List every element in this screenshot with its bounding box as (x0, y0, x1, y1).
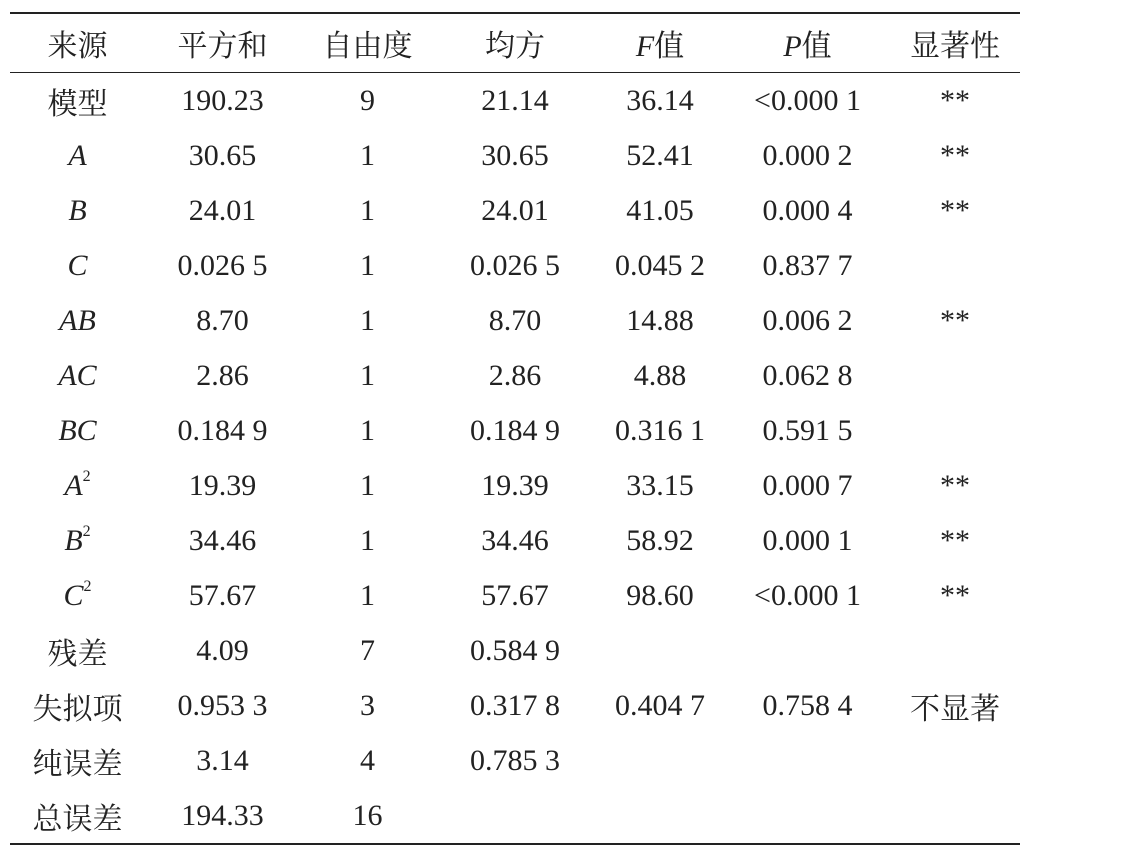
cell-f-value (595, 788, 725, 844)
source-superscript: 2 (82, 522, 91, 540)
table-row (10, 293, 1020, 348)
cell-sum-of-squares: 0.026 5 (177, 248, 268, 282)
cell-significance: ** (940, 83, 970, 117)
cell-p-value: 0.000 1 (762, 523, 853, 557)
cell-mean-square (435, 788, 595, 844)
header-row (10, 13, 1020, 73)
table-header (10, 13, 1020, 73)
cell-degrees-of-freedom: 9 (360, 83, 375, 117)
cell-p-value: 0.006 2 (762, 303, 853, 337)
table-row (10, 568, 1020, 623)
cell-degrees-of-freedom: 1 (360, 138, 375, 172)
table-row (10, 403, 1020, 458)
cell-p-value (725, 733, 890, 788)
cell-sum-of-squares: 4.09 (196, 633, 249, 667)
header-mean-square (435, 13, 595, 73)
cell-source (10, 623, 145, 678)
cell-mean-square: 0.785 3 (470, 743, 560, 777)
cell-source (10, 513, 145, 568)
cell-p-value (725, 788, 890, 844)
source-label: 模型 (47, 87, 108, 121)
cell-f-value: 58.92 (626, 523, 694, 557)
cell-source (10, 788, 145, 844)
table-row (10, 733, 1020, 788)
cell-significance (890, 348, 1020, 403)
cell-p-value: 0.000 4 (762, 193, 853, 227)
cell-degrees-of-freedom: 7 (360, 633, 375, 667)
cell-mean-square: 0.317 8 (470, 688, 560, 722)
cell-source (10, 403, 145, 458)
cell-sum-of-squares: 34.46 (188, 523, 257, 557)
cell-source (10, 458, 145, 513)
source-label: C (67, 248, 88, 282)
cell-sum-of-squares: 190.23 (181, 83, 264, 117)
cell-mean-square: 0.184 9 (470, 413, 560, 447)
cell-p-value: <0.000 1 (754, 578, 861, 612)
table-row (10, 128, 1020, 183)
cell-p-value: 0.758 4 (762, 688, 853, 722)
cell-f-value: 52.41 (626, 138, 694, 172)
source-superscript: 2 (82, 467, 91, 485)
cell-sum-of-squares: 194.33 (181, 798, 264, 832)
cell-significance: 不显著 (910, 692, 1000, 726)
cell-degrees-of-freedom: 1 (360, 248, 375, 282)
table-row (10, 183, 1020, 238)
cell-mean-square: 0.026 5 (470, 248, 560, 282)
cell-f-value: 41.05 (626, 193, 694, 227)
cell-sum-of-squares: 2.86 (196, 358, 249, 392)
header-sum-of-squares (145, 13, 300, 73)
cell-significance: ** (940, 303, 970, 337)
source-label: 总误差 (32, 802, 123, 836)
source-label: C (63, 578, 84, 612)
cell-mean-square: 2.86 (488, 358, 542, 392)
cell-f-value: 98.60 (626, 578, 694, 612)
anova-table (10, 12, 1020, 845)
anova-table-container (10, 12, 1020, 845)
cell-degrees-of-freedom: 1 (360, 358, 375, 392)
cell-mean-square: 24.01 (481, 193, 549, 227)
cell-mean-square: 57.67 (481, 578, 549, 612)
source-label: 失拟项 (32, 692, 123, 726)
cell-significance (890, 788, 1020, 844)
header-label: 均方 (485, 30, 545, 63)
header-suffix: 值 (801, 30, 832, 63)
cell-degrees-of-freedom: 1 (360, 578, 375, 612)
source-label: 纯误差 (32, 747, 123, 781)
header-label: 自由度 (322, 30, 413, 63)
header-degrees-of-freedom (300, 13, 435, 73)
header-f-value (595, 13, 725, 73)
cell-degrees-of-freedom: 16 (352, 798, 383, 832)
cell-significance (890, 733, 1020, 788)
cell-degrees-of-freedom: 1 (360, 193, 375, 227)
cell-significance: ** (940, 193, 970, 227)
cell-f-value: 14.88 (626, 303, 694, 337)
cell-f-value: 4.88 (633, 358, 687, 392)
cell-f-value: 0.045 2 (615, 248, 705, 282)
source-label: A (68, 138, 87, 172)
cell-mean-square: 30.65 (481, 138, 549, 172)
table-row (10, 73, 1020, 129)
source-label: A (64, 468, 83, 502)
cell-significance (890, 403, 1020, 458)
cell-mean-square: 34.46 (481, 523, 549, 557)
header-significance (890, 13, 1020, 73)
cell-source (10, 348, 145, 403)
cell-p-value: 0.000 7 (762, 468, 853, 502)
header-symbol: F (635, 30, 655, 63)
cell-f-value (595, 623, 725, 678)
table-row (10, 678, 1020, 733)
cell-source (10, 73, 145, 129)
source-superscript: 2 (83, 577, 92, 595)
cell-f-value: 36.14 (626, 83, 694, 117)
cell-sum-of-squares: 24.01 (188, 193, 257, 227)
header-label: 平方和 (177, 30, 268, 63)
cell-sum-of-squares: 3.14 (196, 743, 249, 777)
cell-source (10, 183, 145, 238)
cell-sum-of-squares: 8.70 (196, 303, 249, 337)
cell-mean-square: 21.14 (481, 83, 549, 117)
source-label: AC (58, 358, 97, 392)
cell-source (10, 293, 145, 348)
cell-source (10, 238, 145, 293)
cell-f-value: 0.404 7 (615, 688, 705, 722)
table-row (10, 788, 1020, 844)
cell-significance: ** (940, 468, 970, 502)
cell-degrees-of-freedom: 3 (360, 688, 375, 722)
source-label: BC (58, 413, 97, 447)
cell-mean-square: 8.70 (488, 303, 542, 337)
table-row (10, 458, 1020, 513)
cell-significance (890, 623, 1020, 678)
cell-p-value: 0.837 7 (762, 248, 853, 282)
cell-f-value: 33.15 (626, 468, 694, 502)
cell-source (10, 733, 145, 788)
header-suffix: 值 (654, 30, 685, 63)
cell-degrees-of-freedom: 1 (360, 413, 375, 447)
cell-p-value: <0.000 1 (754, 83, 861, 117)
cell-p-value: 0.062 8 (762, 358, 853, 392)
cell-source (10, 128, 145, 183)
cell-f-value: 0.316 1 (615, 413, 705, 447)
cell-mean-square: 0.584 9 (470, 633, 560, 667)
cell-source (10, 678, 145, 733)
cell-sum-of-squares: 19.39 (188, 468, 257, 502)
cell-degrees-of-freedom: 1 (360, 303, 375, 337)
header-symbol: P (783, 30, 802, 63)
source-label: 残差 (47, 637, 108, 671)
source-label: B (64, 523, 83, 557)
source-label: B (68, 193, 87, 227)
cell-sum-of-squares: 0.953 3 (177, 688, 268, 722)
cell-significance: ** (940, 138, 970, 172)
table-row (10, 238, 1020, 293)
header-label: 来源 (47, 30, 108, 63)
source-label: AB (59, 303, 96, 337)
cell-degrees-of-freedom: 4 (360, 743, 375, 777)
cell-significance (890, 238, 1020, 293)
cell-degrees-of-freedom: 1 (360, 523, 375, 557)
cell-source (10, 568, 145, 623)
cell-f-value (595, 733, 725, 788)
header-label: 显著性 (910, 30, 1000, 63)
table-row (10, 623, 1020, 678)
cell-degrees-of-freedom: 1 (360, 468, 375, 502)
cell-p-value: 0.000 2 (762, 138, 853, 172)
table-body (10, 73, 1020, 845)
cell-sum-of-squares: 57.67 (188, 578, 257, 612)
table-row (10, 348, 1020, 403)
cell-sum-of-squares: 0.184 9 (177, 413, 268, 447)
cell-p-value: 0.591 5 (762, 413, 853, 447)
cell-sum-of-squares: 30.65 (188, 138, 257, 172)
cell-mean-square: 19.39 (481, 468, 549, 502)
cell-significance: ** (940, 578, 970, 612)
cell-significance: ** (940, 523, 970, 557)
header-p-value (725, 13, 890, 73)
cell-p-value (725, 623, 890, 678)
header-source (10, 13, 145, 73)
table-row (10, 513, 1020, 568)
